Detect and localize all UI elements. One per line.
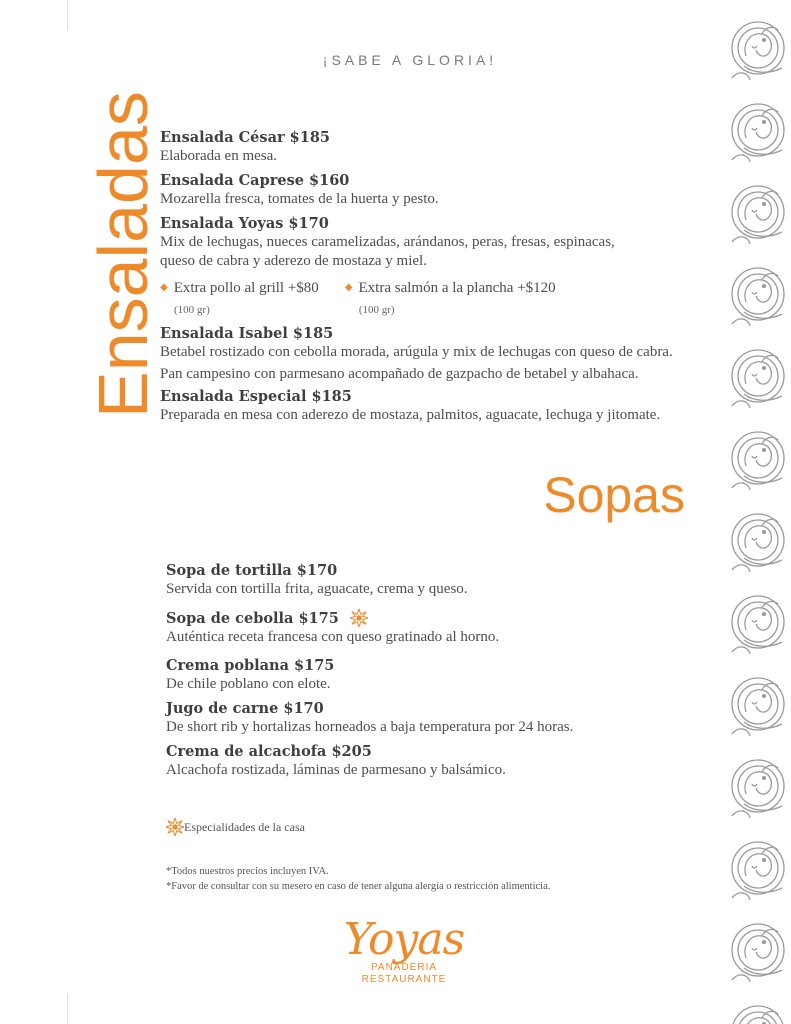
menu-item: [166, 609, 716, 647]
bird-ornament-icon: [732, 432, 784, 490]
extra-option: [160, 279, 319, 319]
left-edge-line-bottom: [67, 994, 68, 1024]
item-desc: Preparada en mesa con aderezo de mostaza, palmitos, aguacate, lechuga y jitomate.: [160, 407, 661, 423]
item-name: Crema de alcachofa $205: [166, 743, 372, 760]
item-desc: Mozarella fresca, tomates de la huerta y pesto.: [160, 191, 439, 207]
item-name: Ensalada Yoyas $170: [160, 215, 329, 232]
extra-label: Extra salmón a la plancha +$120: [358, 280, 556, 296]
bird-ornament-icon: [732, 1006, 784, 1024]
bird-ornament-icon: [732, 186, 784, 244]
item-name: Sopa de tortilla $170: [166, 562, 338, 579]
ensaladas-section: [160, 129, 720, 425]
item-name: Crema poblana $175: [166, 657, 335, 674]
item-desc: Pan campesino con parmesano acompañado de gazpacho de betabel y albahaca.: [160, 366, 639, 382]
bird-ornament-icon: [732, 514, 784, 572]
menu-item: [160, 129, 720, 166]
bird-ornament-pattern: [724, 0, 791, 1024]
item-name: Jugo de carne $170: [166, 700, 324, 717]
menu-item: [166, 743, 716, 780]
menu-item: [166, 562, 716, 599]
extra-option: [345, 279, 556, 319]
sopas-title: Sopas: [543, 467, 685, 523]
item-desc: Auténtica receta francesa con queso gratinado al horno.: [166, 629, 500, 645]
menu-item: [166, 700, 716, 737]
specialty-legend: [166, 818, 305, 836]
item-desc: De chile poblano con elote.: [166, 676, 331, 692]
bird-ornament-icon: [732, 760, 784, 818]
starburst-icon: [350, 609, 368, 627]
diamond-bullet-icon: ◆: [344, 282, 353, 293]
item-desc: Alcachofa rostizada, láminas de parmesano y balsámico.: [166, 762, 506, 778]
sopas-section: [166, 562, 716, 780]
item-name: Ensalada César $185: [160, 129, 331, 146]
menu-item: [160, 215, 720, 271]
legend-text: Especialidades de la casa: [184, 819, 305, 834]
item-desc: Elaborada en mesa.: [160, 148, 278, 164]
logo-wordmark: Yoyas: [343, 914, 465, 965]
item-name: Sopa de cebolla $175: [166, 610, 339, 627]
diamond-bullet-icon: ◆: [160, 282, 168, 293]
brand-logo: [324, 914, 484, 986]
menu-item: [166, 657, 716, 694]
menu-item: [160, 172, 720, 209]
ensaladas-title: Ensaladas: [84, 91, 162, 418]
item-name-row: [166, 609, 716, 628]
item-desc: De short rib y hortalizas horneados a baja temperatura por 24 horas.: [166, 719, 574, 735]
note-line: *Favor de consultar con su mesero en caso de tener alguna alergía o restricción alimenticia.: [166, 881, 551, 892]
bird-ornament-icon: [732, 268, 784, 326]
extras-row: [160, 279, 720, 319]
extra-label: Extra pollo al grill +$80: [173, 280, 319, 296]
logo-line: PANADERIA: [370, 962, 438, 973]
item-desc: Servida con tortilla frita, aguacate, crema y queso.: [166, 581, 468, 597]
bird-ornament-icon: [732, 596, 784, 654]
item-desc: Mix de lechugas, nueces caramelizadas, arándanos, peras, fresas, espinacas,: [160, 234, 615, 250]
bird-ornament-icon: [732, 842, 784, 900]
bird-ornament-icon: [732, 678, 784, 736]
item-desc: Betabel rostizado con cebolla morada, arúgula y mix de lechugas con queso de cabra.: [160, 344, 673, 360]
item-desc: queso de cabra y aderezo de mostaza y miel.: [160, 253, 427, 269]
item-name: Ensalada Caprese $160: [160, 172, 350, 189]
tagline: ¡SABE A GLORIA!: [322, 52, 498, 68]
logo-line: RESTAURANTE: [361, 974, 447, 985]
footnotes: [166, 864, 550, 894]
note-line: *Todos nuestros precios incluyen IVA.: [166, 866, 329, 877]
bird-ornament-icon: [732, 924, 784, 982]
extra-weight: (100 gr): [358, 304, 395, 316]
starburst-icon: [166, 818, 184, 836]
bird-ornament-icon: [732, 22, 784, 80]
item-name: Ensalada Isabel $185: [160, 325, 334, 342]
extra-weight: (100 gr): [174, 304, 210, 316]
item-name: Ensalada Especial $185: [160, 388, 352, 405]
bird-ornament-icon: [732, 104, 784, 162]
bird-ornament-icon: [732, 350, 784, 408]
left-edge-line-top: [67, 0, 68, 30]
menu-item: [160, 325, 720, 384]
menu-item: [160, 388, 720, 425]
